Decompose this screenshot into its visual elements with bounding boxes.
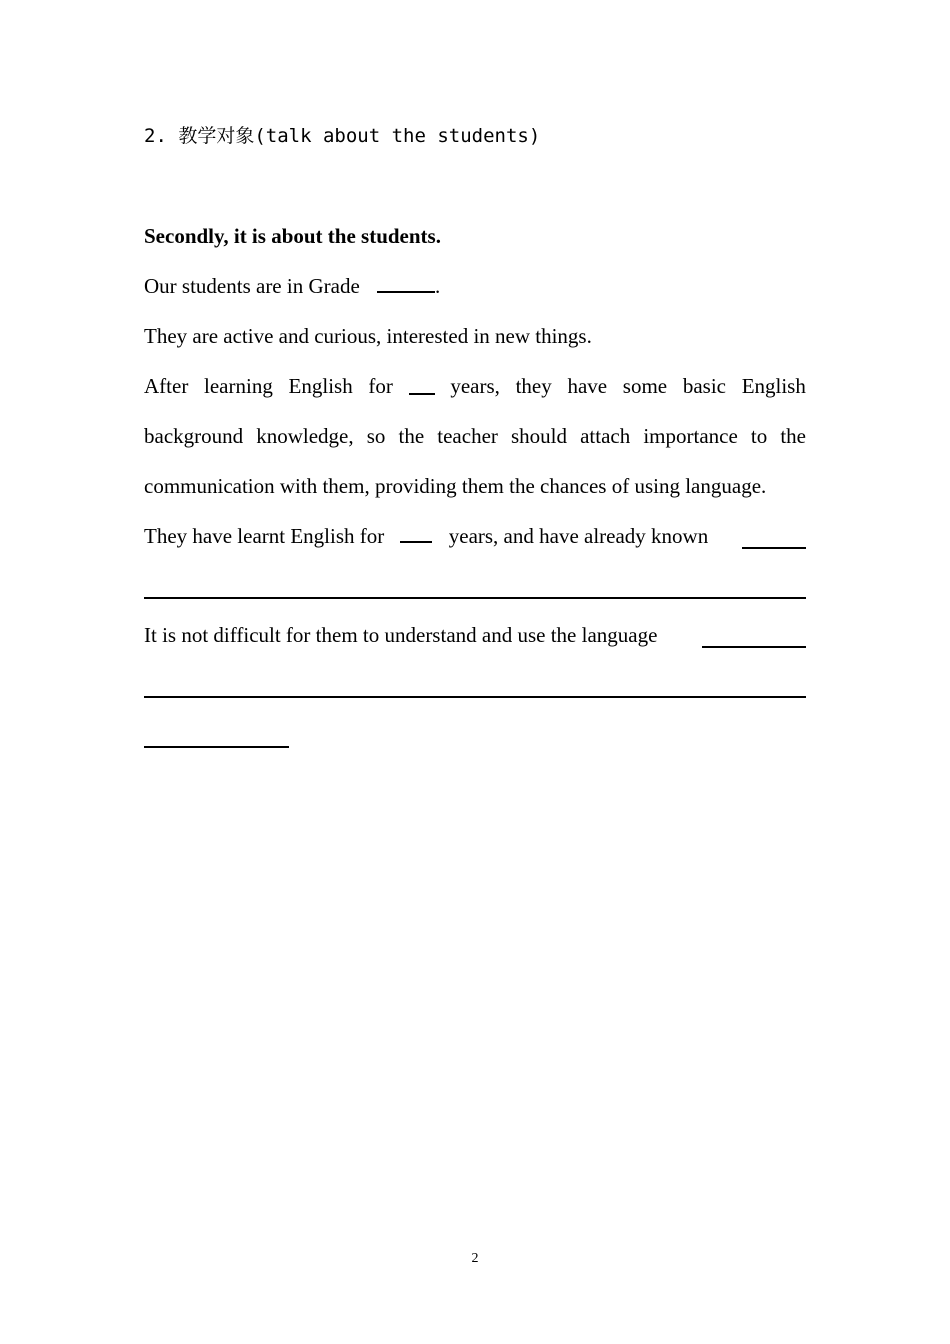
answer-line-short[interactable] [144,746,289,748]
language-blank[interactable] [702,646,806,648]
learnt-years-blank[interactable] [400,540,432,543]
word: they [515,374,552,398]
word: background [144,424,244,448]
answer-line[interactable] [144,597,806,599]
word: years, [450,374,500,398]
grade-line [144,271,806,301]
learnt-text-2: years, and have already known [448,524,709,548]
active-line: They are active and curious, interested in new things. [144,324,592,348]
word: teacher [437,424,498,448]
word: English [741,374,806,398]
word: the [398,424,425,448]
communication-line: communication with them, providing them the chances of using language. [144,474,767,498]
word: to [750,424,768,448]
grade-period: . [435,274,441,298]
word: attach [580,424,631,448]
section-heading: 2. 教学对象(talk about the students) [144,125,541,147]
word: for [368,374,393,398]
intro-bold-line: Secondly, it is about the students. [144,224,441,248]
word: so [366,424,386,448]
answer-line[interactable] [144,696,806,698]
years-blank[interactable] [409,392,435,395]
background-line [144,421,806,451]
after-learning-line [144,371,806,401]
word: should [510,424,567,448]
word: basic [682,374,726,398]
word: the [780,424,806,448]
difficult-line: It is not difficult for them to understand and use the language [144,623,658,647]
word: learning [204,374,273,398]
learnt-text-1: They have learnt English for [144,524,385,548]
word: After [144,374,189,398]
grade-blank[interactable] [377,290,435,293]
word: some [622,374,668,398]
word: have [567,374,608,398]
grade-text: Our students are in Grade [144,274,360,298]
word: English [288,374,353,398]
word: importance [643,424,738,448]
learnt-line [144,521,806,551]
known-blank[interactable] [742,547,806,549]
page-number: 2 [471,1251,479,1266]
word: knowledge, [256,424,354,448]
